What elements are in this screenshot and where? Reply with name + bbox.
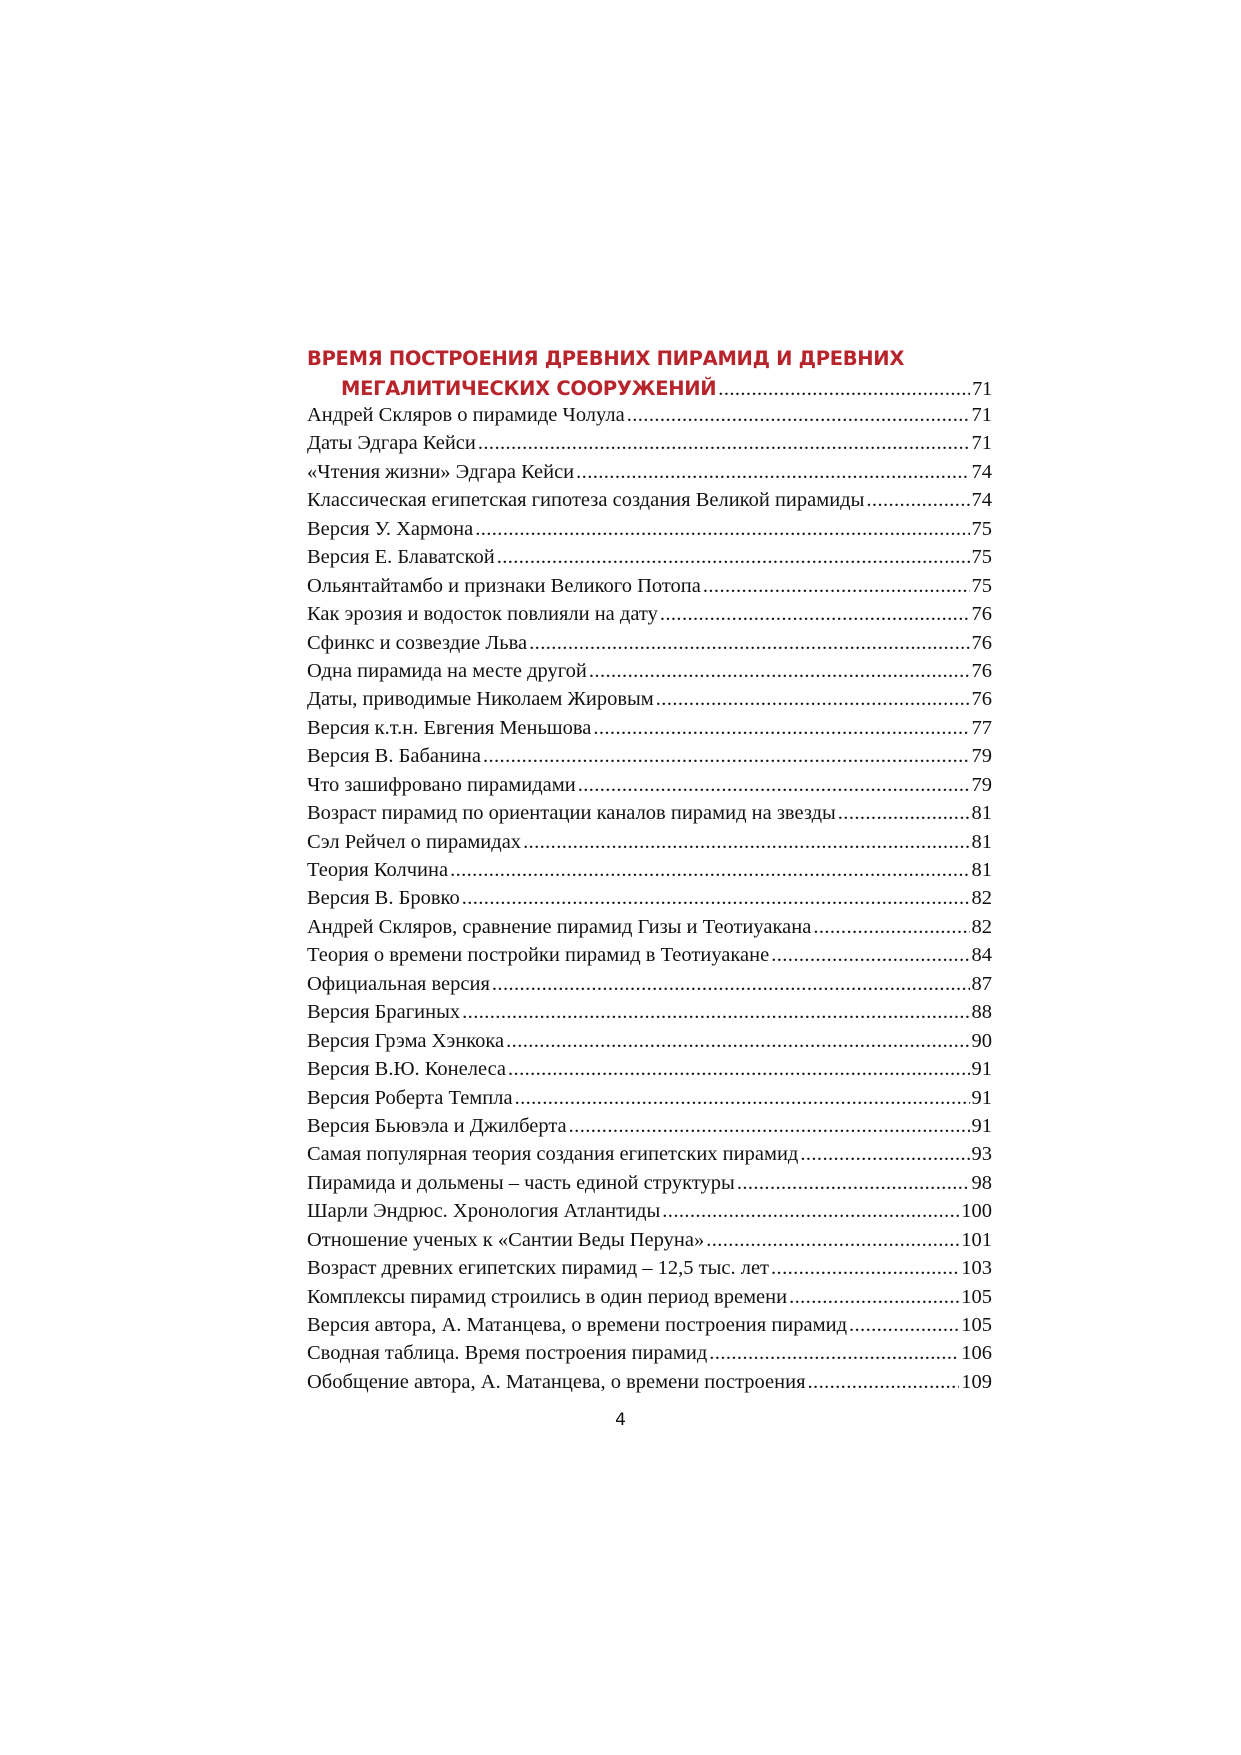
toc-entry-page: 82: [971, 887, 992, 910]
dot-leader: [508, 1058, 969, 1081]
toc-entry-title: Одна пирамида на месте другой: [307, 659, 587, 682]
toc-entry-page: 88: [971, 1001, 992, 1024]
dot-leader: [627, 404, 970, 427]
toc-entry-page: 91: [971, 1114, 992, 1137]
toc-entry: [307, 1030, 992, 1058]
dot-leader: [515, 1087, 970, 1110]
toc-entry-title: Пирамида и дольмены – часть единой структуры: [307, 1171, 735, 1194]
toc-entry: [307, 489, 992, 517]
toc-entry: [307, 916, 992, 944]
toc-entry-page: 90: [971, 1029, 992, 1052]
dot-leader: [523, 831, 969, 854]
toc-entry-page: 84: [971, 944, 992, 967]
toc-entry-page: 91: [971, 1086, 992, 1109]
dot-leader: [569, 1115, 970, 1138]
toc-entry-page: 76: [971, 631, 992, 654]
toc-entry: [307, 632, 992, 660]
dot-leader: [849, 1314, 959, 1337]
chapter-title-line1: ВРЕМЯ ПОСТРОЕНИЯ ДРЕВНИХ ПИРАМИД И ДРЕВНИХ: [307, 347, 905, 370]
toc-entry-title: Версия Бьювэла и Джилберта: [307, 1114, 567, 1137]
page-number: 4: [615, 1410, 626, 1430]
toc-entry: [307, 745, 992, 773]
dot-leader: [771, 1257, 959, 1280]
toc-entry-page: 100: [961, 1200, 992, 1223]
toc-entry-page: 81: [971, 859, 992, 881]
toc-entry-title: «Чтения жизни» Эдгара Кейси: [307, 460, 575, 483]
toc-entry-title: Сфинкс и созвездие Льва: [307, 631, 528, 654]
toc-entry-title: Даты, приводимые Николаем Жировым: [307, 688, 654, 711]
dot-leader: [737, 1172, 970, 1195]
toc-entry-page: 77: [971, 716, 992, 739]
chapter-title-row: [307, 374, 992, 404]
toc-entry-title: Версия автора, А. Матанцева, о времени построения пирамид: [307, 1314, 847, 1336]
table-of-contents: [307, 344, 992, 1399]
toc-entry-page: 87: [971, 972, 992, 995]
dot-leader: [771, 944, 969, 967]
toc-entry-page: 76: [971, 688, 992, 711]
toc-entry-title: Самая популярная теория создания египетских пирамид: [307, 1143, 799, 1166]
dot-leader: [808, 1371, 960, 1394]
toc-entry-page: 75: [971, 546, 992, 569]
toc-entry-title: Сводная таблица. Время построения пирамид: [307, 1342, 708, 1365]
dot-leader: [589, 660, 970, 683]
dot-leader: [813, 916, 969, 939]
toc-entry-title: Возраст пирамид по ориентации каналов пирамид на звезды: [307, 802, 836, 825]
dot-leader: [703, 575, 970, 598]
toc-entry-page: 76: [971, 659, 992, 682]
dot-leader: [593, 717, 969, 740]
dot-leader: [709, 1342, 959, 1365]
toc-entry: [307, 1342, 992, 1370]
toc-entry-title: Комплексы пирамид строились в один период времени: [307, 1285, 788, 1308]
toc-entry-page: 79: [971, 745, 992, 768]
dot-leader: [578, 774, 970, 797]
toc-entry: [307, 432, 992, 460]
toc-entry: [307, 1229, 992, 1257]
toc-entry: [307, 1001, 992, 1029]
toc-entry-list: [307, 404, 992, 1399]
toc-entry-title: Версия В. Бабанина: [307, 745, 481, 768]
toc-entry: [307, 831, 992, 859]
toc-entry-title: Версия У. Хармона: [307, 517, 474, 540]
dot-leader: [706, 1229, 959, 1252]
toc-entry-title: Официальная версия: [307, 972, 490, 995]
chapter-page-number: 71: [972, 378, 992, 400]
dot-leader: [492, 973, 970, 996]
toc-entry-title: Теория Колчина: [307, 859, 449, 881]
toc-entry: [307, 1286, 992, 1314]
toc-entry: [307, 1115, 992, 1143]
toc-entry-title: Классическая египетская гипотеза создания Великой пирамиды: [307, 489, 865, 512]
toc-entry-title: Версия В.Ю. Конелеса: [307, 1058, 507, 1081]
toc-entry: [307, 1314, 992, 1342]
dot-leader: [662, 1200, 959, 1223]
toc-entry-title: Шарли Эндрюс. Хронология Атлантиды: [307, 1200, 661, 1223]
dot-leader: [789, 1286, 959, 1309]
toc-entry: [307, 1172, 992, 1200]
toc-entry-page: 98: [971, 1171, 992, 1194]
toc-entry-title: Андрей Скляров о пирамиде Чолула: [307, 404, 625, 426]
toc-entry-title: Даты Эдгара Кейси: [307, 432, 476, 455]
toc-entry-title: Версия Грэма Хэнкока: [307, 1029, 505, 1052]
toc-entry-title: Версия Роберта Темпла: [307, 1086, 513, 1109]
toc-entry: [307, 575, 992, 603]
dot-leader: [462, 887, 970, 910]
toc-entry-title: Что зашифровано пирамидами: [307, 773, 576, 796]
toc-entry-page: 105: [961, 1285, 992, 1308]
toc-entry-page: 105: [961, 1314, 992, 1336]
toc-entry-title: Теория о времени постройки пирамид в Теотиуакане: [307, 944, 770, 967]
toc-entry-title: Ольянтайтамбо и признаки Великого Потопа: [307, 574, 701, 597]
toc-entry-title: Обобщение автора, А. Матанцева, о времени построения: [307, 1370, 806, 1393]
toc-entry-title: Версия Е. Блаватской: [307, 546, 495, 569]
toc-entry-page: 71: [971, 432, 992, 455]
dot-leader: [800, 1143, 969, 1166]
toc-entry-page: 106: [961, 1342, 992, 1365]
toc-entry-page: 93: [971, 1143, 992, 1166]
toc-entry: [307, 660, 992, 688]
toc-entry-page: 81: [971, 802, 992, 825]
dot-leader: [497, 546, 970, 569]
toc-entry: [307, 518, 992, 546]
toc-entry-title: Версия Брагиных: [307, 1001, 461, 1024]
toc-entry: [307, 1058, 992, 1086]
toc-entry-page: 109: [961, 1370, 992, 1393]
toc-entry: [307, 1143, 992, 1171]
toc-entry: [307, 461, 992, 489]
dot-leader: [506, 1030, 969, 1053]
toc-entry: [307, 603, 992, 631]
toc-entry-page: 71: [971, 404, 992, 426]
dot-leader: [478, 432, 970, 455]
toc-entry: [307, 688, 992, 716]
toc-entry: [307, 802, 992, 830]
dot-leader: [462, 1001, 969, 1024]
toc-entry-page: 74: [971, 460, 992, 483]
toc-entry-title: Как эрозия и водосток повлияли на дату: [307, 603, 658, 626]
dot-leader: [838, 802, 970, 825]
dot-leader: [656, 688, 970, 711]
toc-entry: [307, 546, 992, 574]
toc-entry: [307, 1371, 992, 1399]
toc-entry-page: 79: [971, 773, 992, 796]
toc-entry-page: 81: [971, 830, 992, 853]
toc-entry: [307, 859, 992, 887]
toc-entry-title: Отношение ученых к «Сантии Веды Перуна»: [307, 1228, 705, 1251]
toc-entry: [307, 1257, 992, 1285]
toc-entry: [307, 1087, 992, 1115]
toc-entry: [307, 774, 992, 802]
toc-entry-page: 74: [971, 489, 992, 512]
toc-entry: [307, 944, 992, 972]
toc-entry-page: 103: [961, 1257, 992, 1280]
dot-leader: [718, 374, 970, 404]
dot-leader: [576, 461, 969, 484]
toc-entry: [307, 1200, 992, 1228]
toc-entry-page: 91: [971, 1058, 992, 1081]
toc-entry-title: Сэл Рейчел о пирамидах: [307, 830, 522, 853]
toc-entry-title: Возраст древних египетских пирамид – 12,5 тыс. лет: [307, 1257, 770, 1280]
toc-entry-page: 75: [971, 517, 992, 540]
toc-entry: [307, 717, 992, 745]
toc-entry-title: Версия к.т.н. Евгения Меньшова: [307, 716, 592, 739]
toc-entry-page: 82: [971, 915, 992, 938]
toc-entry-page: 101: [961, 1228, 992, 1251]
dot-leader: [450, 859, 969, 882]
dot-leader: [866, 489, 969, 512]
dot-leader: [475, 518, 969, 541]
toc-entry: [307, 404, 992, 432]
toc-entry-page: 76: [971, 603, 992, 626]
toc-entry-page: 75: [971, 574, 992, 597]
toc-entry-title: Андрей Скляров, сравнение пирамид Гизы и Теотиуакана: [307, 915, 812, 938]
dot-leader: [483, 745, 970, 768]
toc-entry-title: Версия В. Бровко: [307, 887, 460, 910]
toc-entry: [307, 887, 992, 915]
chapter-title-line2: МЕГАЛИТИЧЕСКИХ СООРУЖЕНИЙ: [341, 377, 717, 400]
toc-entry: [307, 973, 992, 1001]
dot-leader: [660, 603, 970, 626]
dot-leader: [529, 632, 969, 655]
